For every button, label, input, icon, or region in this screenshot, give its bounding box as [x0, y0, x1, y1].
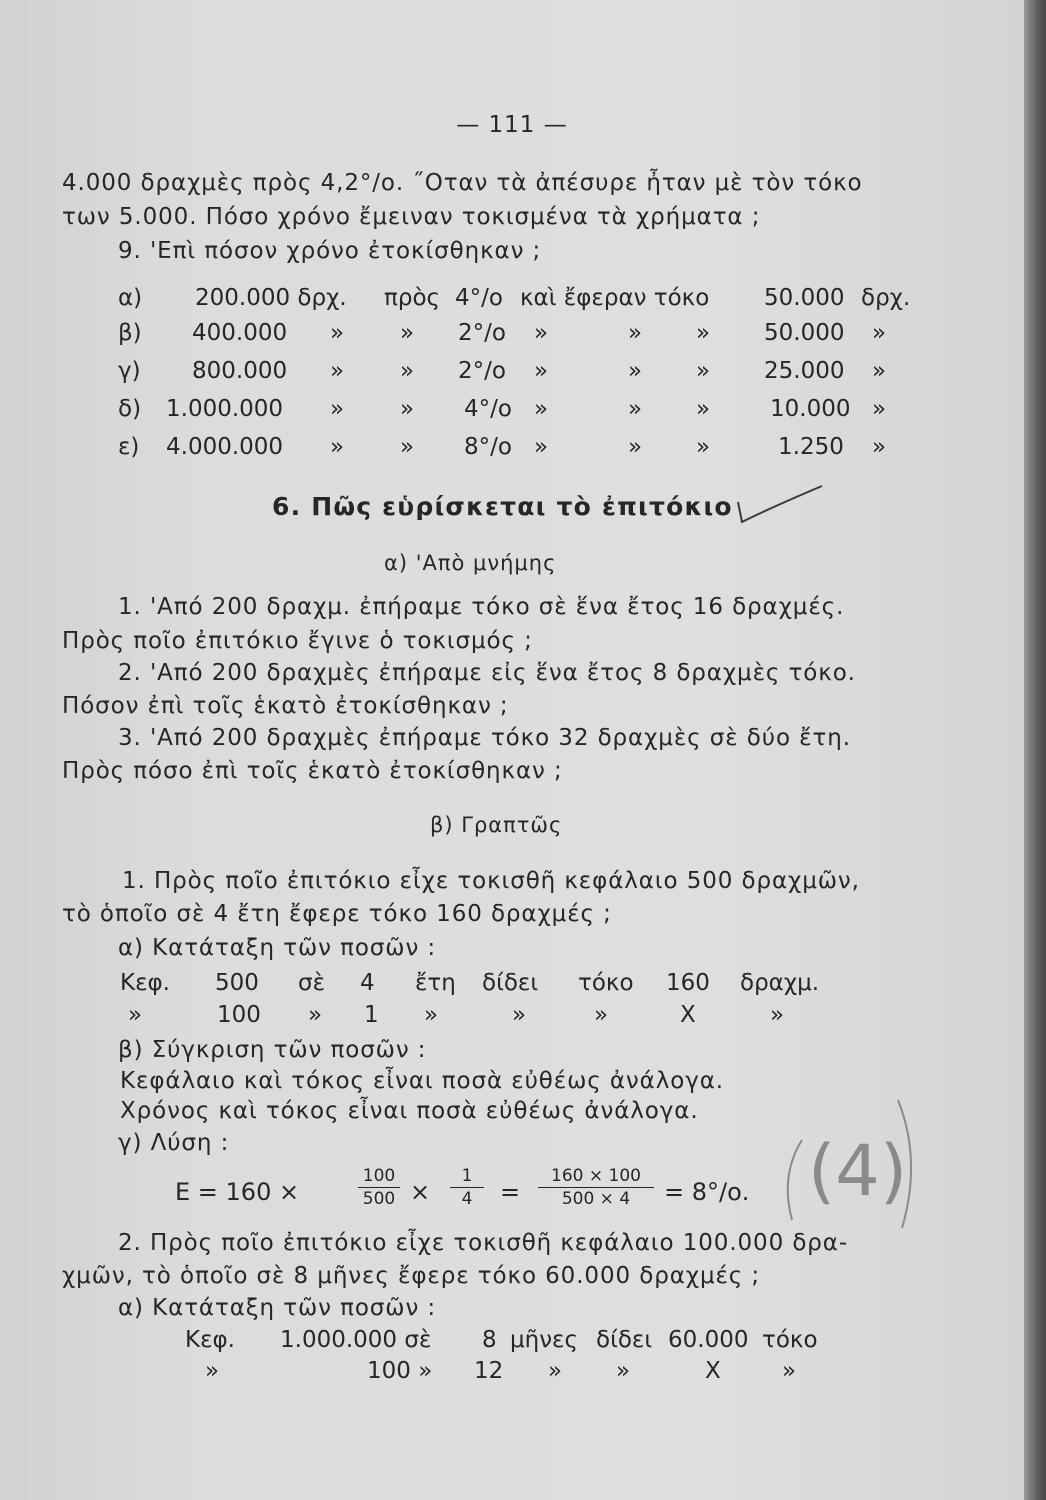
step-b-label: β) Σύγκριση τῶν ποσῶν :: [118, 1037, 427, 1063]
fraction-numerator: 100: [362, 1166, 396, 1186]
row-rate: 4°/ο: [464, 396, 512, 422]
row-verb: καὶ ἔφεραν τόκο: [520, 285, 710, 311]
formula-result: = 8°/ο.: [664, 1178, 750, 1206]
row-rate: 2°/ο: [458, 358, 506, 384]
oral-line: 1. 'Από 200 δραχμ. ἐπήραμε τόκο σὲ ἕνα ἔτος 16 δραχμές.: [118, 594, 845, 620]
fraction-denominator: 4: [461, 1189, 473, 1209]
arrangement-cell: 8: [482, 1327, 497, 1353]
row-interest: 50.000: [764, 285, 845, 311]
arrangement-cell: 500: [215, 970, 259, 996]
ditto-mark: »: [534, 358, 549, 384]
ditto-mark: »: [400, 358, 415, 384]
row-label: δ): [118, 396, 142, 422]
page-number: — 111 —: [456, 112, 568, 138]
row-capital: 400.000: [192, 320, 288, 346]
ditto-mark: »: [628, 320, 643, 346]
ditto-mark: »: [534, 434, 549, 460]
fraction-denominator: 500: [362, 1189, 396, 1209]
arrangement-cell: 1.000.000 σὲ: [280, 1327, 432, 1353]
row-label: β): [118, 320, 142, 346]
formula-times: ×: [410, 1178, 431, 1206]
fraction: [358, 1166, 400, 1209]
arrangement-cell: 12: [474, 1358, 504, 1384]
row-rate: 8°/ο: [464, 434, 512, 460]
arrangement-cell: »: [424, 1002, 439, 1028]
formula-equals: =: [500, 1178, 521, 1206]
arrangement-cell: X: [680, 1002, 696, 1028]
row-rate: 4°/ο: [455, 285, 503, 311]
fraction: [450, 1166, 484, 1209]
fraction-numerator: 160 × 100: [551, 1166, 641, 1186]
intro-line-2: των 5.000. Πόσο χρόνο ἔμειναν τοκισμένα τὰ χρήματα ;: [62, 204, 761, 230]
arrangement-cell: τόκο: [762, 1327, 818, 1353]
arrangement-cell: μῆνες: [510, 1327, 578, 1353]
arrangement-cell: ἔτη: [415, 970, 456, 996]
checkmark-icon: [732, 478, 832, 528]
arrangement-cell: δίδει: [596, 1327, 653, 1353]
formula-lhs: Ε = 160 ×: [175, 1178, 300, 1206]
arrangement-cell: 100: [217, 1002, 261, 1028]
arrangement-cell: »: [548, 1358, 563, 1384]
row-capital: 4.000.000: [166, 434, 284, 460]
subsection-written-title: β) Γραπτῶς: [430, 813, 563, 837]
arrangement-cell: »: [205, 1358, 220, 1384]
row-capital: 800.000: [192, 358, 288, 384]
row-unit: »: [872, 434, 887, 460]
row-unit: »: [872, 396, 887, 422]
arrangement-cell: 1: [364, 1002, 379, 1028]
row-prep: πρὸς: [384, 285, 441, 311]
row-unit: »: [872, 320, 887, 346]
problem-1-line-1: 1. Πρὸς ποῖο ἐπιτόκιο εἶχε τοκισθῆ κεφάλαιο 500 δραχμῶν,: [122, 868, 860, 894]
row-unit: »: [872, 358, 887, 384]
row-capital: 1.000.000: [166, 396, 284, 422]
ditto-mark: »: [330, 396, 345, 422]
page-edge: [1024, 0, 1046, 1500]
ditto-mark: »: [400, 320, 415, 346]
step-a-label: α) Κατάταξη τῶν ποσῶν :: [118, 1295, 437, 1321]
problem-2-line-1: 2. Πρὸς ποῖο ἐπιτόκιο εἶχε τοκισθῆ κεφάλαιο 100.000 δρα-: [118, 1230, 849, 1256]
intro-line-1: 4.000 δραχμὲς πρὸς 4,2°/ο. ˝Οταν τὰ ἀπέσυρε ἦταν μὲ τὸν τόκο: [62, 170, 863, 196]
annotation-number: (4): [808, 1130, 908, 1212]
ditto-mark: »: [628, 434, 643, 460]
arrangement-cell: 160: [666, 970, 710, 996]
row-rate: 2°/ο: [458, 320, 506, 346]
subsection-oral-title: α) 'Απὸ μνήμης: [384, 551, 557, 575]
ditto-mark: »: [696, 396, 711, 422]
ditto-mark: »: [628, 396, 643, 422]
arrangement-cell: τόκο: [578, 970, 634, 996]
comparison-line: Κεφάλαιο καὶ τόκος εἶναι ποσὰ εὐθέως ἀνάλογα.: [120, 1068, 724, 1094]
arrangement-cell: »: [770, 1002, 785, 1028]
row-capital: 200.000 δρχ.: [195, 285, 347, 311]
arrangement-cell: 4: [360, 970, 375, 996]
fraction-bar: [450, 1187, 484, 1188]
ditto-mark: »: [534, 320, 549, 346]
problem-1-line-2: τὸ ὁποῖο σὲ 4 ἔτη ἔφερε τόκο 160 δραχμές ;: [62, 901, 612, 927]
oral-line: 2. 'Από 200 δραχμὲς ἐπήραμε εἰς ἕνα ἔτος 8 δραχμὲς τόκο.: [118, 660, 856, 686]
section-heading: 6. Πῶς εὑρίσκεται τὸ ἐπιτόκιο: [272, 492, 733, 521]
arrangement-cell: »: [128, 1002, 143, 1028]
oral-line: Πρὸς πόσο ἐπὶ τοῖς ἑκατὸ ἐτοκίσθηκαν ;: [62, 758, 563, 784]
arrangement-cell: 60.000: [668, 1327, 749, 1353]
fraction-denominator: 500 × 4: [561, 1189, 631, 1209]
oral-line: Πρὸς ποῖο ἐπιτόκιο ἔγινε ὁ τοκισμός ;: [62, 628, 533, 654]
row-interest: 10.000: [770, 396, 851, 422]
fraction-bar: [358, 1187, 400, 1188]
ditto-mark: »: [330, 320, 345, 346]
arrangement-cell: Κεφ.: [120, 970, 170, 996]
arrangement-cell: δίδει: [482, 970, 539, 996]
arrangement-cell: δραχμ.: [740, 970, 820, 996]
ditto-mark: »: [628, 358, 643, 384]
arrangement-cell: 100 »: [367, 1358, 433, 1384]
ditto-mark: »: [696, 434, 711, 460]
arrangement-cell: »: [594, 1002, 609, 1028]
step-a-label: α) Κατάταξη τῶν ποσῶν :: [118, 935, 437, 961]
comparison-line: Χρόνος καὶ τόκος εἶναι ποσὰ εὐθέως ἀνάλογα.: [120, 1098, 699, 1124]
row-unit: δρχ.: [861, 285, 911, 311]
arrangement-cell: »: [512, 1002, 527, 1028]
arrangement-cell: »: [308, 1002, 323, 1028]
ditto-mark: »: [534, 396, 549, 422]
ditto-mark: »: [400, 434, 415, 460]
row-interest: 50.000: [764, 320, 845, 346]
oral-line: Πόσον ἐπὶ τοῖς ἑκατὸ ἐτοκίσθηκαν ;: [62, 693, 509, 719]
row-label: α): [118, 285, 143, 311]
arrangement-cell: »: [616, 1358, 631, 1384]
arrangement-cell: Κεφ.: [185, 1327, 235, 1353]
exercise-9-question: 9. 'Επὶ πόσον χρόνο ἐτοκίσθηκαν ;: [118, 238, 542, 264]
row-interest: 1.250: [778, 434, 844, 460]
oral-line: 3. 'Από 200 δραχμὲς ἐπήραμε τόκο 32 δραχμὲς σὲ δύο ἔτη.: [118, 725, 851, 751]
fraction: [538, 1166, 654, 1209]
fraction-numerator: 1: [461, 1166, 473, 1186]
row-label: ε): [118, 434, 140, 460]
arrangement-cell: »: [782, 1358, 797, 1384]
pencil-circle-icon: [760, 1090, 930, 1250]
problem-2-line-2: χμῶν, τὸ ὁποῖο σὲ 8 μῆνες ἔφερε τόκο 60.000 δραχμές ;: [62, 1263, 761, 1289]
row-interest: 25.000: [764, 358, 845, 384]
ditto-mark: »: [330, 358, 345, 384]
ditto-mark: »: [696, 358, 711, 384]
arrangement-cell: σὲ: [298, 970, 326, 996]
ditto-mark: »: [696, 320, 711, 346]
step-c-label: γ) Λύση :: [118, 1130, 230, 1156]
arrangement-cell: X: [705, 1358, 721, 1384]
fraction-bar: [538, 1187, 654, 1188]
row-label: γ): [118, 358, 141, 384]
ditto-mark: »: [400, 396, 415, 422]
ditto-mark: »: [330, 434, 345, 460]
